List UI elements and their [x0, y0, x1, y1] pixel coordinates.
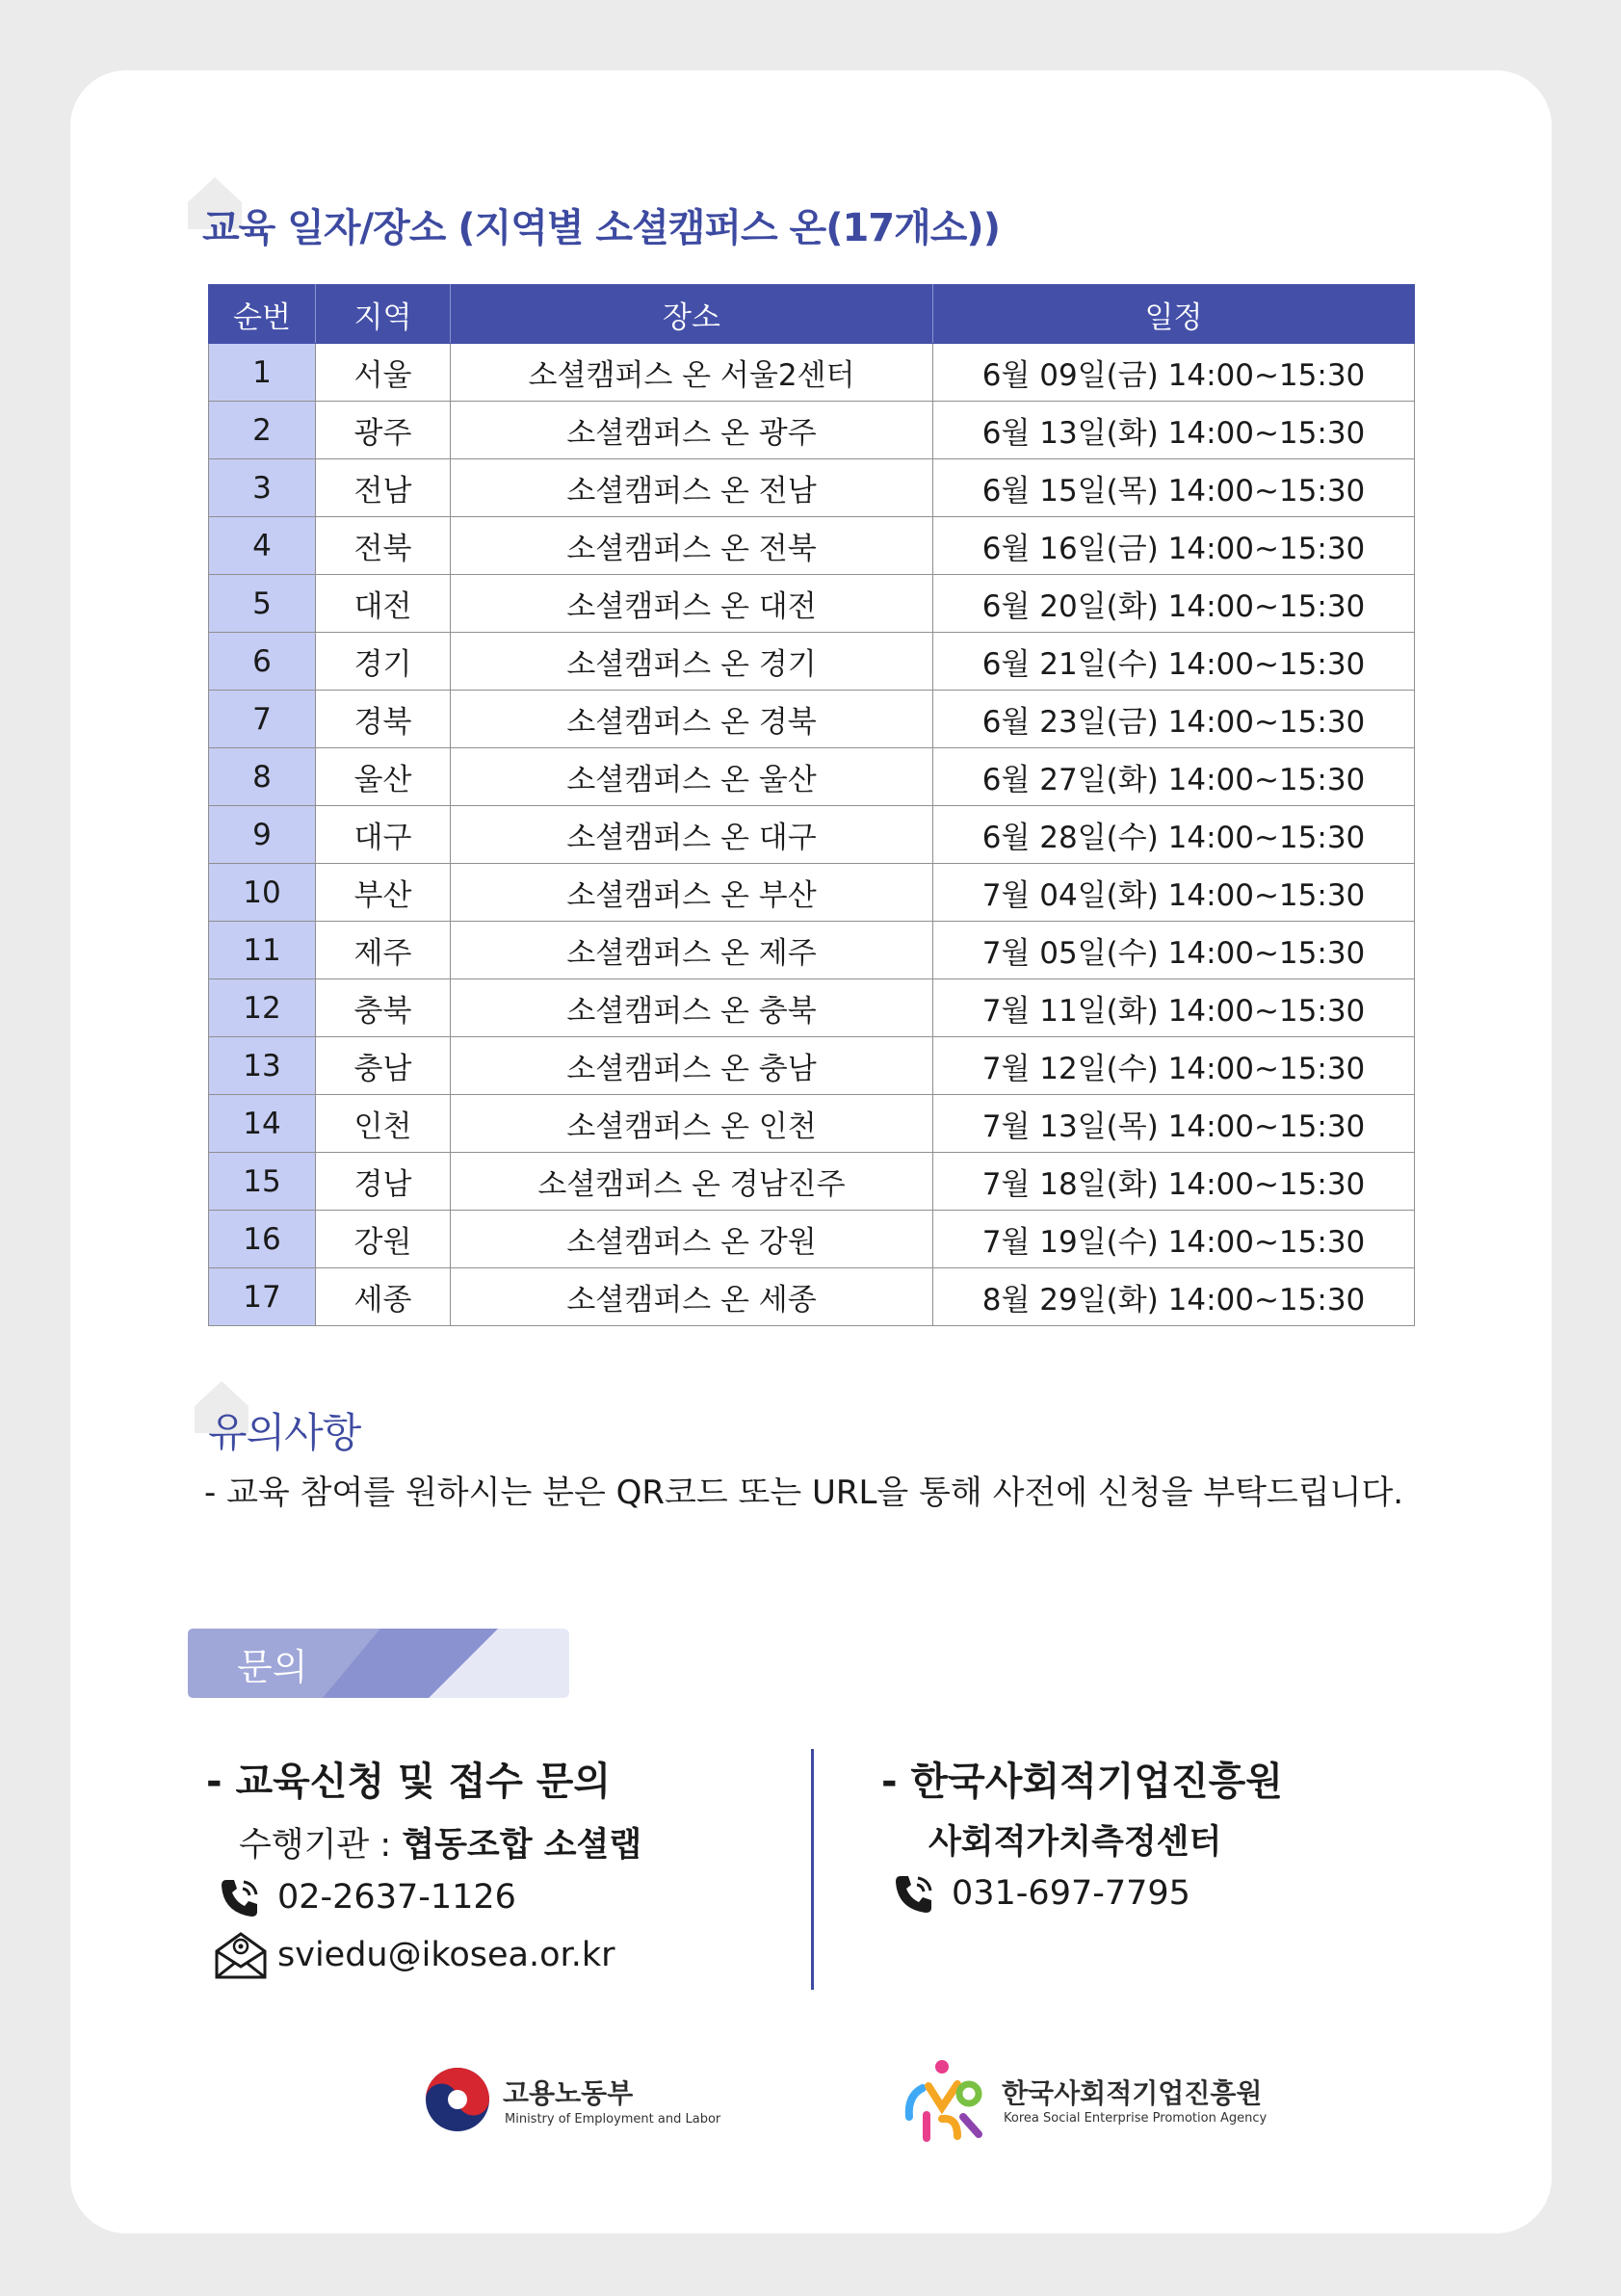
table-row	[209, 517, 1415, 575]
schedule-title: 교육 일자/장소 (지역별 소셜캠퍼스 온(17개소))	[202, 206, 1000, 250]
table-row	[209, 691, 1415, 748]
ministry-name-kr: 고용노동부	[503, 2077, 634, 2109]
inquiry-label: 문의	[237, 1646, 308, 1688]
row-venue: 소셜캠퍼스 온 충북	[451, 979, 933, 1037]
row-region: 인천	[316, 1095, 451, 1153]
row-region: 광주	[316, 402, 451, 459]
row-number: 17	[209, 1268, 316, 1326]
contact-divider	[811, 1749, 814, 1990]
contact-left-phone: 02-2637-1126	[277, 1878, 516, 1917]
table-row	[209, 1153, 1415, 1211]
row-number: 7	[209, 691, 316, 748]
phone-icon	[218, 1876, 262, 1920]
row-date: 7월 11일(화) 14:00~15:30	[933, 979, 1415, 1037]
row-date: 6월 20일(화) 14:00~15:30	[933, 575, 1415, 633]
row-venue: 소셜캠퍼스 온 광주	[451, 402, 933, 459]
contact-right-dept: 사회적가치측정센터	[928, 1823, 1222, 1862]
ministry-name-en: Ministry of Employment and Labor	[505, 2112, 721, 2126]
row-number: 3	[209, 459, 316, 517]
row-date: 6월 28일(수) 14:00~15:30	[933, 806, 1415, 864]
row-number: 5	[209, 575, 316, 633]
row-date: 7월 12일(수) 14:00~15:30	[933, 1037, 1415, 1095]
row-region: 강원	[316, 1211, 451, 1268]
row-venue: 소셜캠퍼스 온 세종	[451, 1268, 933, 1326]
row-date: 7월 04일(화) 14:00~15:30	[933, 864, 1415, 922]
row-region: 울산	[316, 748, 451, 806]
row-venue: 소셜캠퍼스 온 제주	[451, 922, 933, 979]
row-number: 10	[209, 864, 316, 922]
table-row	[209, 344, 1415, 402]
row-region: 경기	[316, 633, 451, 691]
column-header: 일정	[933, 285, 1415, 344]
row-date: 6월 15일(목) 14:00~15:30	[933, 459, 1415, 517]
table-row	[209, 1037, 1415, 1095]
row-region: 대전	[316, 575, 451, 633]
row-number: 6	[209, 633, 316, 691]
contact-org	[239, 1818, 641, 1866]
row-venue: 소셜캠퍼스 온 울산	[451, 748, 933, 806]
row-venue: 소셜캠퍼스 온 서울2센터	[451, 344, 933, 402]
table-row	[209, 806, 1415, 864]
row-number: 4	[209, 517, 316, 575]
row-venue: 소셜캠퍼스 온 전남	[451, 459, 933, 517]
table-row	[209, 922, 1415, 979]
row-region: 충북	[316, 979, 451, 1037]
row-date: 6월 21일(수) 14:00~15:30	[933, 633, 1415, 691]
row-date: 7월 05일(수) 14:00~15:30	[933, 922, 1415, 979]
contact-right-heading: - 한국사회적기업진흥원	[881, 1760, 1283, 1804]
row-number: 1	[209, 344, 316, 402]
row-number: 12	[209, 979, 316, 1037]
row-region: 세종	[316, 1268, 451, 1326]
row-region: 전북	[316, 517, 451, 575]
row-venue: 소셜캠퍼스 온 전북	[451, 517, 933, 575]
row-date: 7월 13일(목) 14:00~15:30	[933, 1095, 1415, 1153]
row-date: 6월 27일(화) 14:00~15:30	[933, 748, 1415, 806]
mail-icon	[214, 1930, 268, 1980]
row-number: 15	[209, 1153, 316, 1211]
row-venue: 소셜캠퍼스 온 인천	[451, 1095, 933, 1153]
row-number: 16	[209, 1211, 316, 1268]
table-row	[209, 575, 1415, 633]
row-date: 8월 29일(화) 14:00~15:30	[933, 1268, 1415, 1326]
row-venue: 소셜캠퍼스 온 대구	[451, 806, 933, 864]
notes-title: 유의사항	[208, 1409, 361, 1456]
row-region: 충남	[316, 1037, 451, 1095]
contact-org-prefix: 수행기관 :	[239, 1826, 403, 1865]
column-header: 장소	[451, 285, 933, 344]
table-row	[209, 1268, 1415, 1326]
contact-org-name: 협동조합 소셜랩	[402, 1826, 642, 1865]
row-region: 제주	[316, 922, 451, 979]
row-number: 13	[209, 1037, 316, 1095]
agency-name-en: Korea Social Enterprise Promotion Agency	[1004, 2111, 1268, 2126]
row-region: 경북	[316, 691, 451, 748]
table-row	[209, 864, 1415, 922]
row-venue: 소셜캠퍼스 온 경북	[451, 691, 933, 748]
row-number: 8	[209, 748, 316, 806]
schedule-table	[208, 284, 1415, 1326]
table-header-row	[209, 285, 1415, 344]
agency-logo	[900, 2059, 986, 2142]
row-number: 9	[209, 806, 316, 864]
contact-email: sviedu@ikosea.or.kr	[277, 1936, 615, 1974]
contact-left-heading: - 교육신청 및 접수 문의	[206, 1760, 612, 1804]
row-venue: 소셜캠퍼스 온 대전	[451, 575, 933, 633]
row-date: 6월 13일(화) 14:00~15:30	[933, 402, 1415, 459]
table-row	[209, 1095, 1415, 1153]
table-row	[209, 402, 1415, 459]
table-row	[209, 748, 1415, 806]
row-date: 7월 19일(수) 14:00~15:30	[933, 1211, 1415, 1268]
row-number: 11	[209, 922, 316, 979]
row-venue: 소셜캠퍼스 온 부산	[451, 864, 933, 922]
contact-right-phone: 031-697-7795	[952, 1874, 1190, 1913]
row-region: 전남	[316, 459, 451, 517]
table-row	[209, 633, 1415, 691]
row-number: 2	[209, 402, 316, 459]
row-region: 대구	[316, 806, 451, 864]
row-venue: 소셜캠퍼스 온 경남진주	[451, 1153, 933, 1211]
row-venue: 소셜캠퍼스 온 경기	[451, 633, 933, 691]
table-row	[209, 979, 1415, 1037]
row-venue: 소셜캠퍼스 온 충남	[451, 1037, 933, 1095]
agency-name-kr: 한국사회적기업진흥원	[1002, 2077, 1263, 2109]
table-row	[209, 1211, 1415, 1268]
notes-text: - 교육 참여를 원하시는 분은 QR코드 또는 URL을 통해 사전에 신청을 부탁드립니다.	[204, 1474, 1404, 1512]
row-date: 6월 16일(금) 14:00~15:30	[933, 517, 1415, 575]
row-region: 서울	[316, 344, 451, 402]
row-region: 부산	[316, 864, 451, 922]
ministry-logo	[424, 2066, 491, 2133]
row-region: 경남	[316, 1153, 451, 1211]
row-date: 6월 09일(금) 14:00~15:30	[933, 344, 1415, 402]
column-header: 지역	[316, 285, 451, 344]
column-header: 순번	[209, 285, 316, 344]
row-number: 14	[209, 1095, 316, 1153]
row-date: 7월 18일(화) 14:00~15:30	[933, 1153, 1415, 1211]
phone-icon	[892, 1872, 936, 1917]
row-date: 6월 23일(금) 14:00~15:30	[933, 691, 1415, 748]
row-venue: 소셜캠퍼스 온 강원	[451, 1211, 933, 1268]
table-row	[209, 459, 1415, 517]
